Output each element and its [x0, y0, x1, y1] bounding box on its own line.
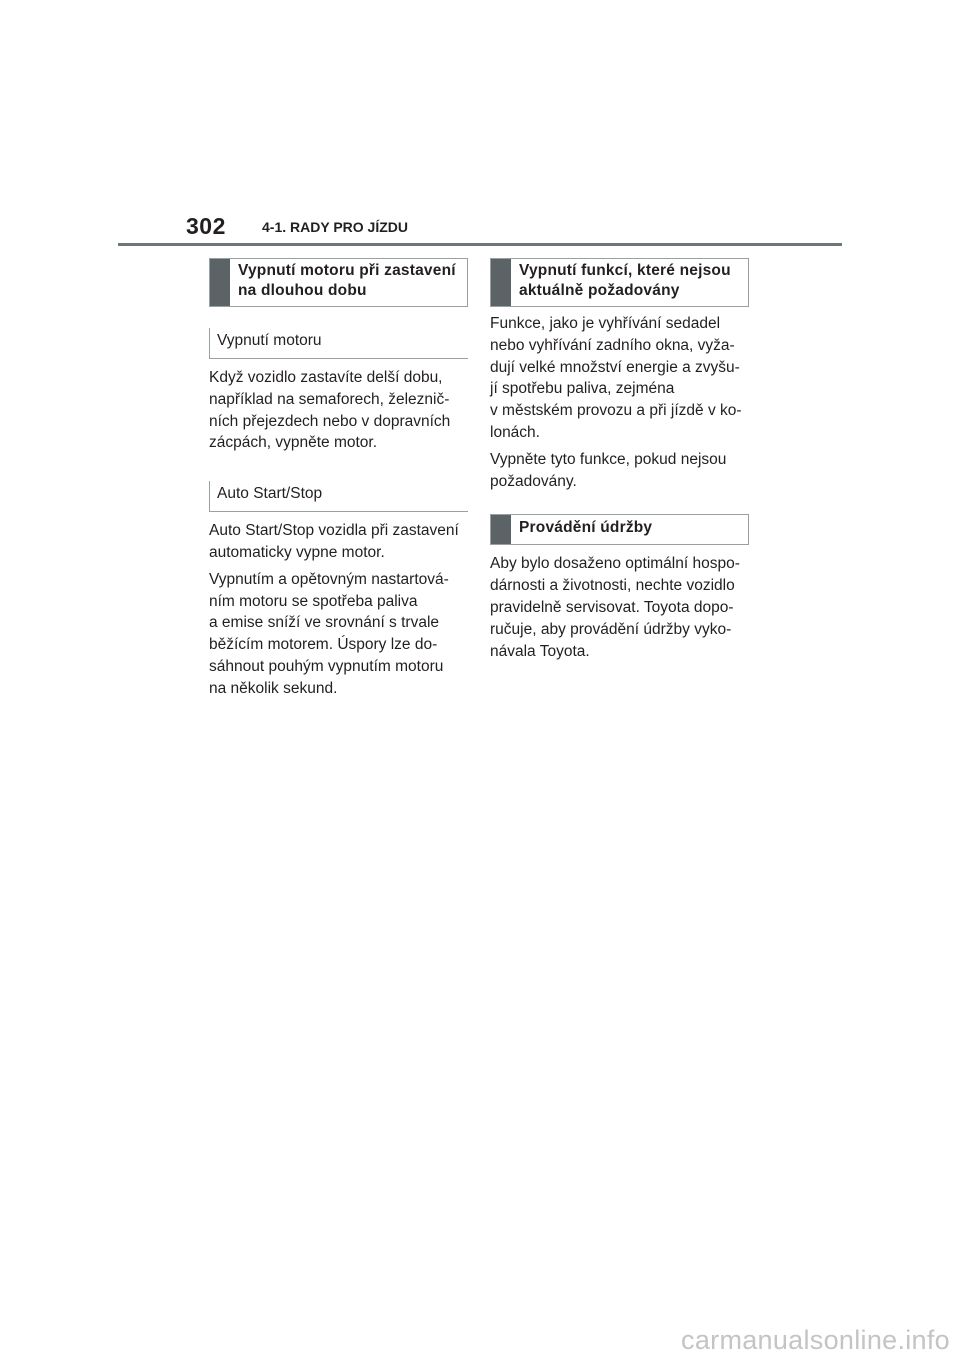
text-line: v městském provozu a při jízdě v ko-	[490, 402, 742, 420]
heading-engine-off-long-stop	[209, 258, 468, 307]
text-line: ních přejezdech nebo v dopravních	[209, 412, 451, 430]
text-line: ručuje, aby provádění údržby vyko-	[490, 620, 732, 638]
text-line: dárnosti a životnosti, nechte vozidlo	[490, 577, 735, 595]
text-line: sáhnout pouhým vypnutím motoru	[209, 657, 444, 675]
left-column	[209, 258, 468, 700]
heading-maintenance	[490, 514, 749, 545]
heading-line: Vypnutí motoru při zastavení	[238, 262, 456, 279]
text-line: běžícím motorem. Úspory lze do-	[209, 636, 438, 654]
text-line: Auto Start/Stop vozidla při zastavení	[209, 522, 459, 540]
text-line: na několik sekund.	[209, 679, 338, 697]
section-title: 4-1. RADY PRO JÍZDU	[262, 219, 408, 235]
text-line: Aby bylo dosaženo optimální hospo-	[490, 555, 740, 573]
paragraph-functions	[490, 313, 749, 444]
heading-line: na dlouhou dobu	[238, 282, 367, 299]
text-line: a emise sníží ve srovnání s trvale	[209, 614, 440, 632]
text-line: automaticky vypne motor.	[209, 543, 385, 561]
subheading-auto-start-stop: Auto Start/Stop	[209, 481, 468, 512]
text-line: dují velké množství energie a zvyšu-	[490, 358, 740, 376]
text-line: Vypněte tyto funkce, pokud nejsou	[490, 450, 727, 468]
text-line: Vypnutím a opětovným nastartová-	[209, 570, 449, 588]
text-line: lonách.	[490, 423, 540, 441]
text-line: Funkce, jako je vyhřívání sedadel	[490, 315, 721, 332]
heading-line: Vypnutí funkcí, které nejsou	[519, 262, 731, 279]
paragraph-auto-start-stop-2	[209, 569, 468, 700]
paragraph-turn-off	[490, 449, 749, 493]
page-number: 302	[186, 213, 226, 239]
watermark: carmanualsonline.info	[681, 1325, 950, 1355]
heading-bar	[210, 259, 230, 306]
heading-bar	[491, 259, 511, 306]
text-line: Když vozidlo zastavíte delší dobu,	[209, 369, 443, 386]
subheading-engine-off: Vypnutí motoru	[209, 328, 468, 359]
paragraph-engine-off	[209, 367, 468, 454]
text-line: nebo vyhřívání zadního okna, vyža-	[490, 336, 735, 354]
text-line: požadovány.	[490, 472, 577, 490]
heading-bar	[491, 515, 511, 544]
right-column	[490, 258, 749, 662]
heading-line: aktuálně požadovány	[519, 282, 680, 299]
text-line: návala Toyota.	[490, 642, 590, 660]
text-line: jí spotřebu paliva, zejména	[490, 380, 675, 398]
paragraph-maintenance	[490, 553, 749, 662]
text-line: ním motoru se spotřeba paliva	[209, 592, 418, 610]
header-rule	[118, 243, 842, 246]
heading-turn-off-functions	[490, 258, 749, 307]
text-line: pravidelně servisovat. Toyota dopo-	[490, 598, 734, 616]
text-line: zácpách, vypněte motor.	[209, 434, 378, 452]
text-line: například na semaforech, železnič-	[209, 390, 450, 408]
heading-line: Provádění údržby	[519, 519, 653, 537]
paragraph-auto-start-stop-1	[209, 520, 468, 564]
